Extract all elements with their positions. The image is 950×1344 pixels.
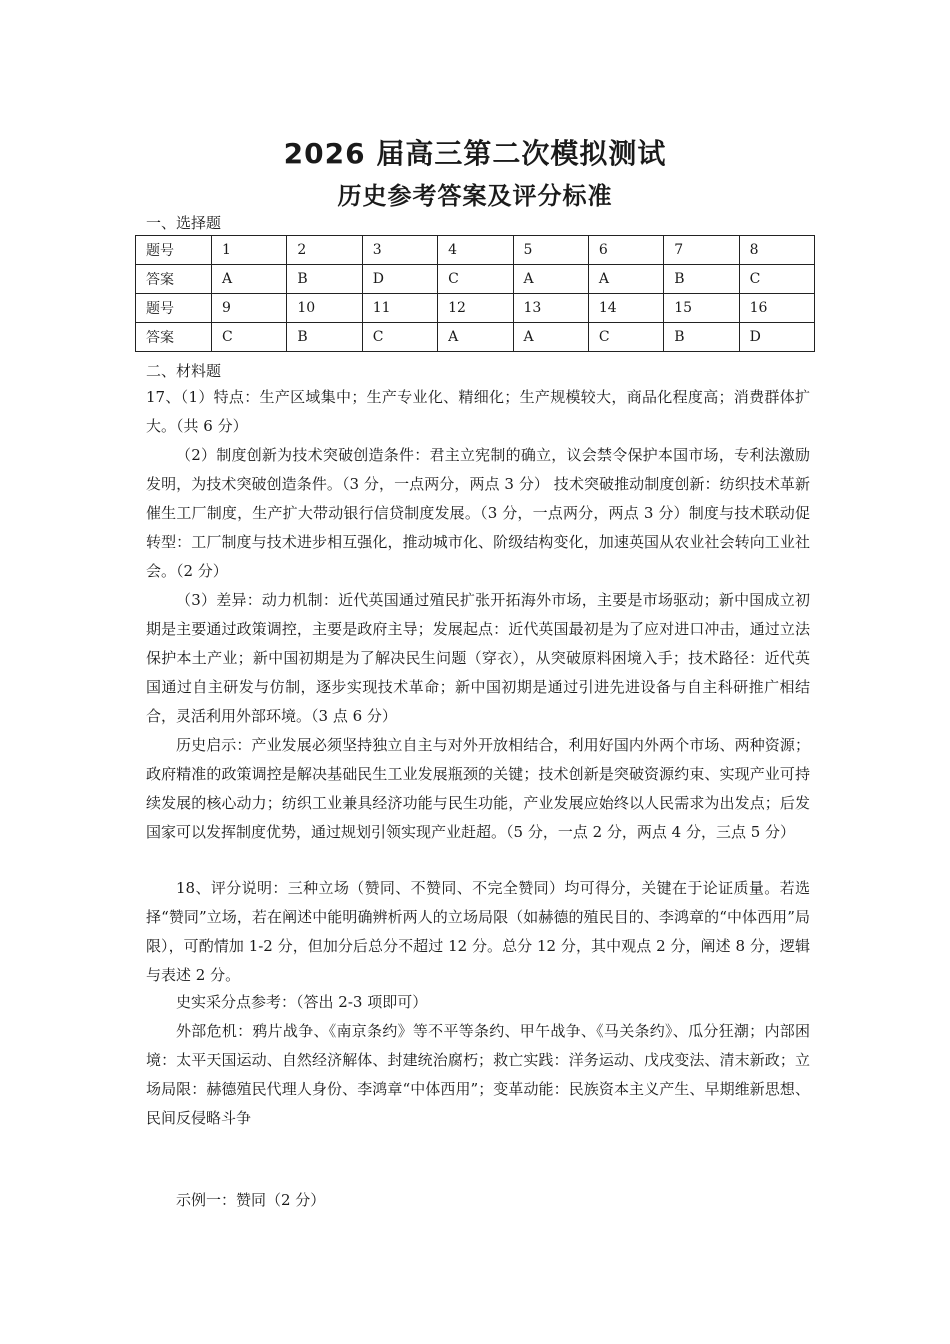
table-cell: C (362, 323, 437, 352)
section-heading-material: 二、材料题 (146, 362, 222, 380)
table-cell: C (588, 323, 663, 352)
q17-insight: 历史启示：产业发展必须坚持独立自主与对外开放相结合，利用好国内外两个市场、两种资源；政府精准的政策调控是解决基础民生工业发展瓶颈的关键；技术创新是突破资源约束、实现产业可持续发展的核心动力；纺织工业兼具经济功能与民生功能，产业发展应始终以人民需求为出发点；后发国家可以发挥制度优势，通过规划引领实现产业赶超。（5 分，一点 2 分，两点 4 分，三点 5 分） (146, 736, 810, 841)
table-row-header: 题号 (136, 236, 212, 265)
table-row-header: 题号 (136, 294, 212, 323)
table-cell: 3 (362, 236, 437, 265)
table-row (136, 265, 815, 294)
table-cell: 10 (287, 294, 362, 323)
q17-part1: 17、（1）特点：生产区域集中；生产专业化、精细化；生产规模较大，商品化程度高；消费群体扩大。（共 6 分） (146, 388, 810, 435)
table-cell: A (513, 265, 588, 294)
table-cell: 1 (212, 236, 287, 265)
table-cell: C (739, 265, 814, 294)
table-row (136, 323, 815, 352)
table-cell: D (362, 265, 437, 294)
q18-example-one: 示例一：赞同（2 分） (176, 1191, 326, 1209)
q18-fact-points: 外部危机：鸦片战争、《南京条约》等不平等条约、甲午战争、《马关条约》、瓜分狂潮；内部困境：太平天国运动、自然经济解体、封建统治腐朽；救亡实践：洋务运动、戊戌变法、清末新政；立场局限：赫德殖民代理人身份、李鸿章“中体西用”；变革动能：民族资本主义产生、早期维新思想、民间反侵略斗争 (146, 1022, 810, 1127)
table-cell: 13 (513, 294, 588, 323)
table-cell: B (287, 323, 362, 352)
q17-part2: （2）制度创新为技术突破创造条件：君主立宪制的确立，议会禁令保护本国市场，专利法激励发明，为技术突破创造条件。（3 分，一点两分，两点 3 分） 技术突破推动制度创新：纺织技术革新催生工厂制度，生产扩大带动银行信贷制度发展。（3 分，一点两分，两点 3 分）制度与技术联动促转型：工厂制度与技术进步相互强化，推动城市化、阶级结构变化，加速英国从农业社会转向工业社会。（2 分） (146, 446, 810, 580)
table-row-header: 答案 (136, 265, 212, 294)
q18-scoring-note: 18、评分说明：三种立场（赞同、不赞同、不完全赞同）均可得分，关键在于论证质量。若选择“赞同”立场，若在阐述中能明确辨析两人的立场局限（如赫德的殖民目的、李鸿章的“中体西用”局限），可酌情加 1-2 分，但加分后总分不超过 12 分。总分 12 分，其中观点 2 分，阐述 8 分，逻辑与表述 2 分。 (146, 879, 810, 984)
table-cell: C (212, 323, 287, 352)
table-cell: 9 (212, 294, 287, 323)
table-cell: D (739, 323, 814, 352)
table-cell: 14 (588, 294, 663, 323)
table-row-header: 答案 (136, 323, 212, 352)
table-cell: A (438, 323, 513, 352)
table-cell: 11 (362, 294, 437, 323)
table-cell: A (513, 323, 588, 352)
table-cell: 4 (438, 236, 513, 265)
q18-fact-points-heading: 史实采分点参考：（答出 2-3 项即可） (176, 993, 428, 1011)
table-row (136, 294, 815, 323)
table-cell: B (287, 265, 362, 294)
table-cell: C (438, 265, 513, 294)
section-heading-choice: 一、选择题 (146, 214, 222, 232)
table-cell: 7 (664, 236, 739, 265)
table-cell: 5 (513, 236, 588, 265)
page-subtitle: 历史参考答案及评分标准 (337, 182, 613, 210)
table-cell: 12 (438, 294, 513, 323)
table-cell: 16 (739, 294, 814, 323)
answer-table (135, 235, 815, 352)
table-cell: 15 (664, 294, 739, 323)
table-cell: 2 (287, 236, 362, 265)
table-cell: 6 (588, 236, 663, 265)
page-title: 2026 届高三第二次模拟测试 (283, 137, 667, 170)
table-cell: A (212, 265, 287, 294)
table-cell: A (588, 265, 663, 294)
table-cell: B (664, 265, 739, 294)
table-cell: 8 (739, 236, 814, 265)
table-cell: B (664, 323, 739, 352)
table-row (136, 236, 815, 265)
q17-part3: （3）差异：动力机制：近代英国通过殖民扩张开拓海外市场，主要是市场驱动；新中国成立初期是主要通过政策调控，主要是政府主导；发展起点：近代英国最初是为了应对进口冲击，通过立法保护本土产业；新中国初期是为了解决民生问题（穿衣），从突破原料困境入手；技术路径：近代英国通过自主研发与仿制，逐步实现技术革命；新中国初期是通过引进先进设备与自主科研推广相结合，灵活利用外部环境。（3 点 6 分） (146, 591, 810, 725)
